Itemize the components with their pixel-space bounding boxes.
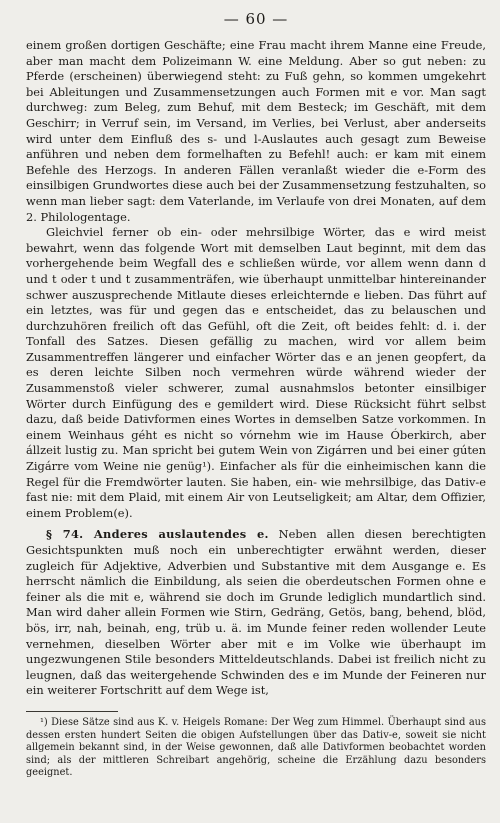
section-heading: § 74. Anderes auslautendes e.: [46, 527, 269, 542]
section-text: Neben allen diesen berechtigten Gesichtspunkten muß noch ein unberechtigter erwähnt werden, dieser zugleich für Adjektive, Adverbien und Substantive mit dem Ausgange e. Es herrscht nämlich die Einbildung, als seien die oberdeutschen Formen ohne e feiner als die mit e, während sie doch im Grunde lediglich mundartlich sind. Man wird daher allein Formen wie Stirn, Gedräng, Getös, bang, behend, blöd, bös, irr, nah, beinah, eng, trüb u. ä. im Munde feiner reden wollender Leute vernehmen, dieselben Wörter aber mit e im Volke wie überhaupt im ungezwungenen Stile besonders Mitteldeutschlands. Dabei ist freilich nicht zu leugnen, daß das weitergehende Schwinden des e im Munde der Feineren nur ein weiterer Fortschritt auf dem Wege ist,: [26, 527, 486, 698]
page-number: — 60 —: [223, 10, 289, 28]
footnote-divider: [26, 711, 118, 712]
body-paragraph-1: einem großen dortigen Geschäfte; eine Frau macht ihrem Manne eine Freude, aber man macht dem Polizeimann W. eine Meldung. Aber so gut neben: zu Pferde (erscheinen) überwiegend steht: zu Fuß gehn, so kommen umgekehrt bei Ableitungen und Zusammensetzungen auch Formen mit e vor. Man sagt durchweg: zum Beleg, zum Behuf, mit dem Besteck; im Geschäft, mit dem Geschirr; in Verruf sein, im Versand, im Verlies, bei Verlust, aber anderseits wird unter dem Einfluß des s- und l-Auslautes auch gesagt zum Beweise anführen und neben dem formelhaften zu Befehl! auch: er kam mit einem Befehle des Herzogs. In anderen Fällen veranlaßt wieder die e-Form des einsilbigen Grundwortes diese auch bei der Zusammensetzung festzuhalten, so wenn man lieber sagt: dem Vaterlande, im Verlaufe von drei Monaten, auf dem 2. Philologentage.: [26, 38, 486, 224]
footnote: ¹) Diese Sätze sind aus K. v. Heigels Romane: Der Weg zum Himmel. Überhaupt sind aus dessen ersten hundert Seiten die obigen Aufstellungen über das Dativ-e, soweit sie nicht allgemein bekannt sind, in der Weise gewonnen, daß alle Dativformen beobachtet worden sind; als der mittleren Schreibart angehörig, scheine die Erzählung dazu besonders geeignet.: [26, 716, 486, 779]
body-paragraph-2: Gleichviel ferner ob ein- oder mehrsilbige Wörter, das e wird meist bewahrt, wenn das folgende Wort mit demselben Laut beginnt, mit dem das vorhergehende beim Wegfall des e schließen würde, vor allem wenn dann d und t oder t und t zusammenträfen, wie überhaupt unmittelbar hintereinander schwer auszusprechende Mitlaute dieses erleichternde e lieben. Das führt auf ein letztes, was für und gegen das e entscheidet, das zu belauschen und durchzuhören freilich oft das Gefühl, oft die Zeit, oft beides fehlt: d. i. der Tonfall des Satzes. Diesen gefällig zu machen, wird vor allem beim Zusammentreffen längerer und einfacher Wörter das e an jenen geopfert, da es deren leichte Silben noch vermehren würde während wieder der Zusammenstoß vieler schwerer, zumal ausnahmslos betonter einsilbiger Wörter durch Einfügung des e gemildert wird. Diese Rücksicht führt selbst dazu, daß beide Dativformen eines Wortes in demselben Satze vorkommen. In einem Weinhaus géht es nicht so vórnehm wie im Hause Óberkirch, aber állzeit lustig zu. Man spricht bei gutem Wein von Zigárren und bei einer gúten Zigárre vom Weine nie genüg¹). Einfacher als für die einheimischen kann die Regel für die Fremdwörter lauten. Sie haben, ein- wie mehrsilbige, das Dativ-e fast nie: mit dem Plaid, mit einem Air von Leutseligkeit; am Altar, dem Offizier, einem Problem(e).: [26, 225, 486, 520]
section-74: [26, 527, 486, 699]
